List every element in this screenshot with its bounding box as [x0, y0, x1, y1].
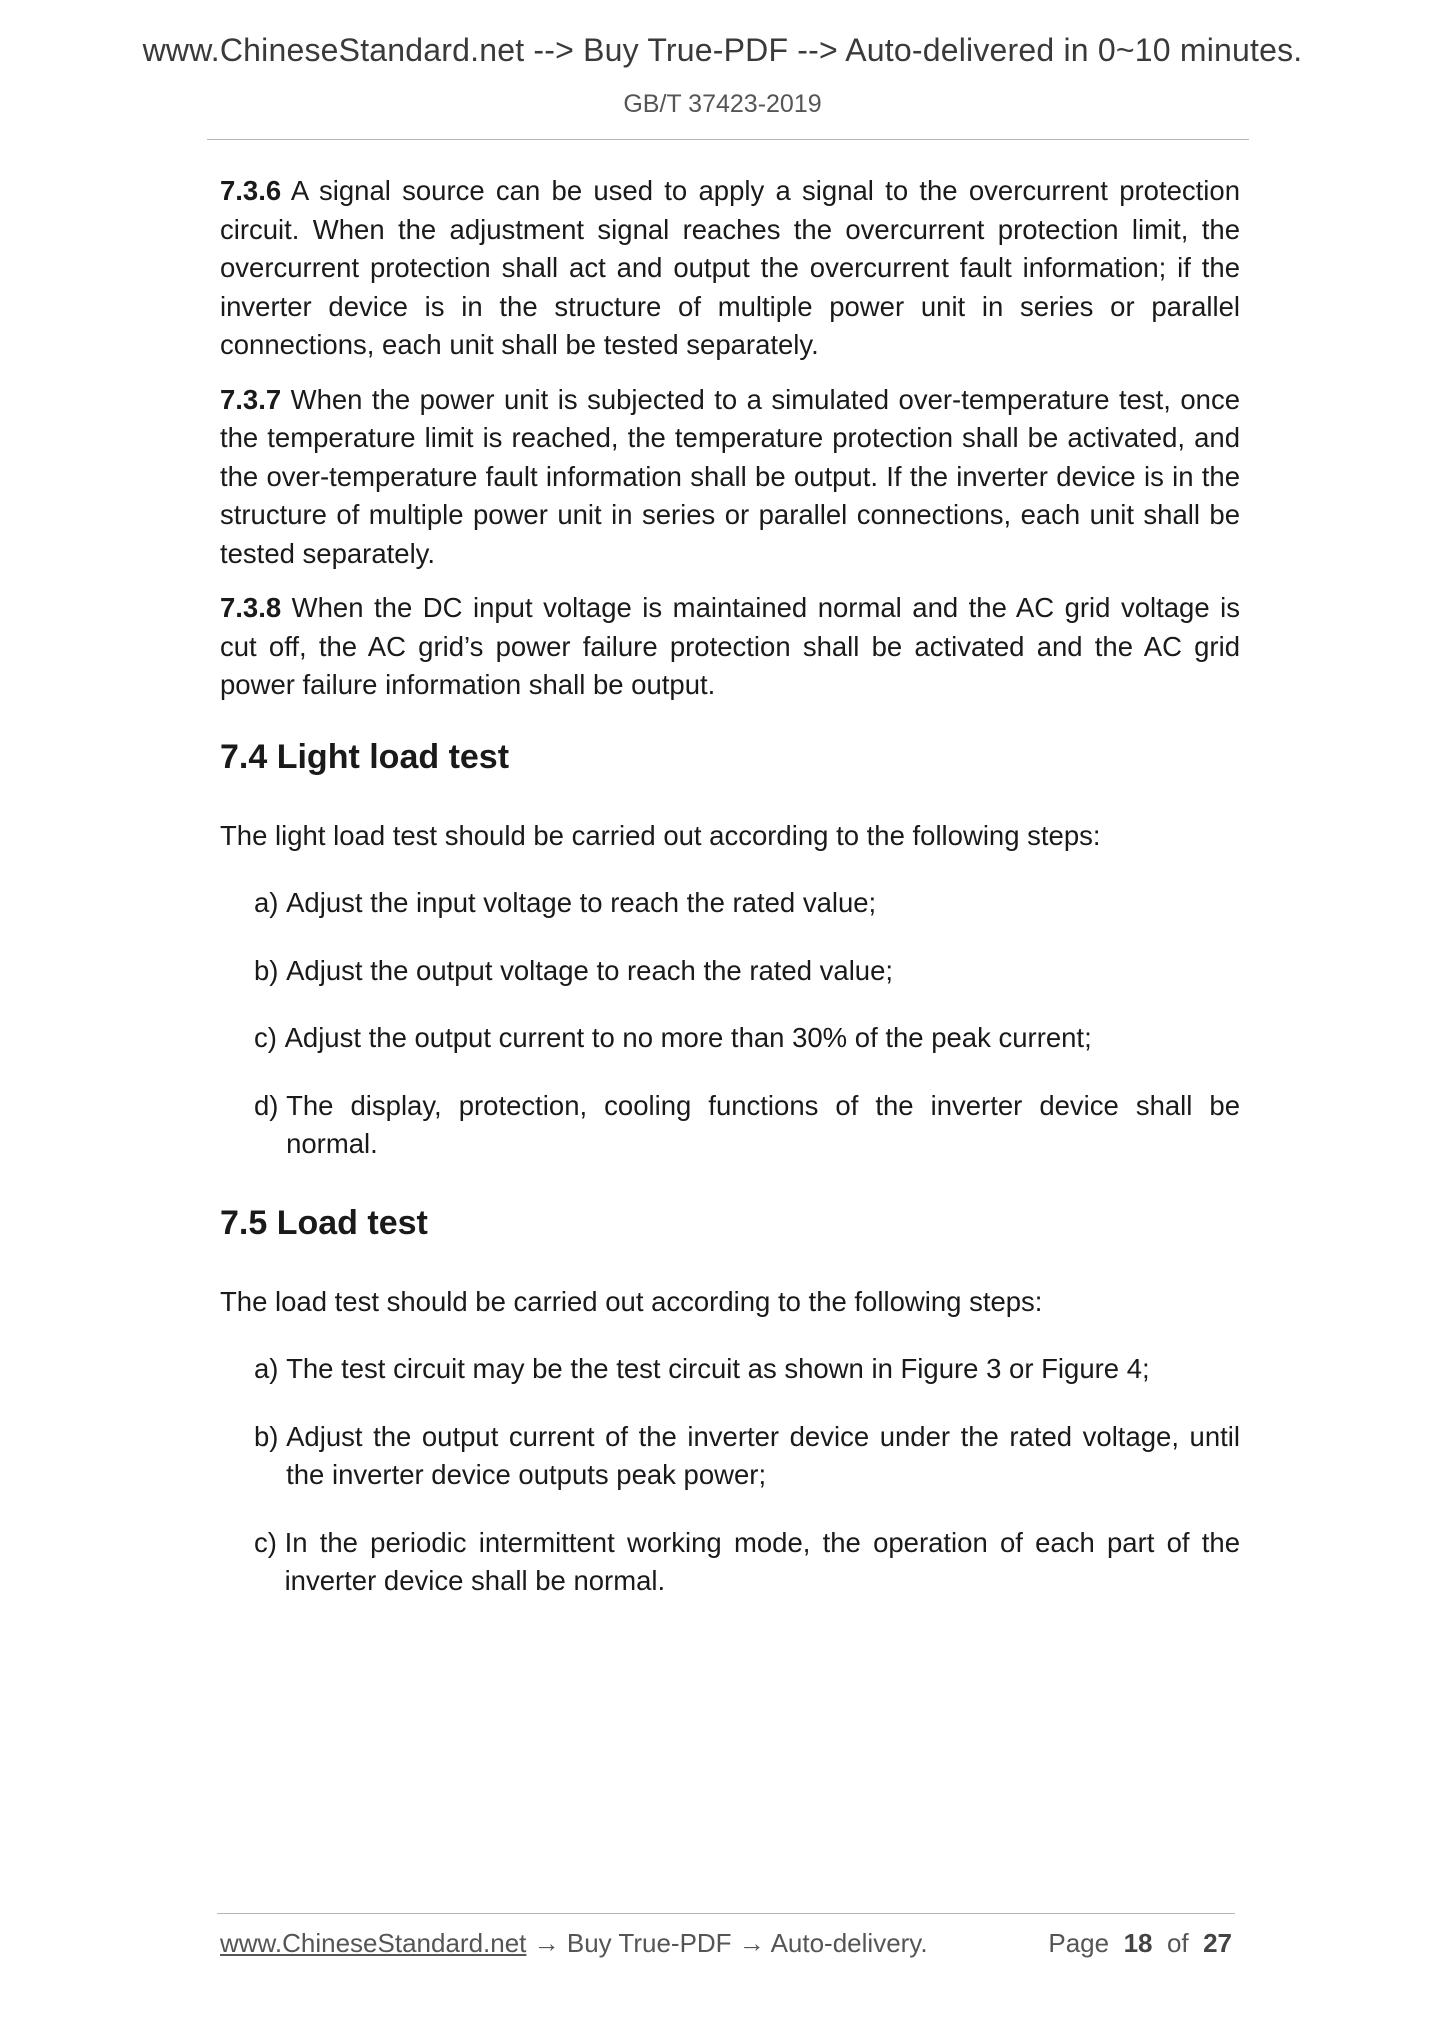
list-item	[220, 1019, 1240, 1058]
clause-7-3-6	[220, 172, 1240, 365]
list-item-text: The display, protection, cooling functions of the inverter device shall be normal.	[286, 1089, 1240, 1159]
list-item	[220, 1087, 1240, 1164]
list-item-label: c)	[254, 1022, 285, 1053]
clause-number: 7.3.8	[220, 592, 282, 623]
page-content	[220, 172, 1240, 1601]
list-item-label: c)	[254, 1526, 285, 1558]
list-item-label: b)	[254, 954, 287, 986]
clause-text: When the DC input voltage is maintained normal and the AC grid voltage is cut off, the AC grid’s power failure protection shall be activated and the AC grid power failure information shall be output.	[220, 592, 1240, 700]
list-item-label: a)	[254, 1353, 287, 1384]
clause-text: A signal source can be used to apply a signal to the overcurrent protection circuit. When the adjustment signal reaches the overcurrent protection limit, the overcurrent protection shall act and output the overcurrent fault information; if the inverter device is in the structure of multiple power unit in series or parallel connections, each unit shall be tested separately.	[220, 175, 1240, 360]
footer-site-link[interactable]: www.ChineseStandard.net	[220, 1928, 527, 1958]
clause-7-3-7	[220, 381, 1240, 574]
total-pages: 27	[1203, 1928, 1232, 1958]
clause-7-3-8	[220, 589, 1240, 705]
document-code: GB/T 37423-2019	[623, 90, 822, 118]
list-item-text: Adjust the input voltage to reach the rated value;	[286, 887, 877, 918]
clause-text: When the power unit is subjected to a simulated over-temperature test, once the temperature limit is reached, the temperature protection shall be activated, and the over-temperature fault information shall be output. If the inverter device is in the structure of multiple power unit in series or parallel connections, each unit shall be tested separately.	[220, 383, 1240, 569]
page-word: Page	[1048, 1928, 1110, 1958]
list-item-text: Adjust the output current to no more than 30% of the peak current;	[284, 1022, 1092, 1053]
list-item	[220, 884, 1240, 923]
clause-number: 7.3.7	[220, 383, 282, 415]
section-7-4-intro: The light load test should be carried out according to the following steps:	[220, 819, 1101, 851]
header-divider	[207, 139, 1249, 140]
footer-promo-text: → Buy True-PDF → Auto-delivery.	[526, 1928, 928, 1958]
list-item-text: Adjust the output current of the inverter device under the rated voltage, until the inverter device outputs peak power;	[286, 1420, 1240, 1490]
current-page: 18	[1123, 1928, 1153, 1958]
section-heading-7-5: 7.5 Load test	[220, 1203, 428, 1242]
section-7-5-intro: The load test should be carried out according to the following steps:	[220, 1285, 1043, 1317]
footer-divider	[217, 1913, 1235, 1914]
list-item-label: a)	[254, 887, 287, 918]
footer-promo	[220, 1928, 928, 1959]
list-item-text: In the periodic intermittent working mode, the operation of each part of the inverter device shall be normal.	[284, 1526, 1240, 1596]
clause-number: 7.3.6	[220, 175, 282, 206]
page-number	[1048, 1928, 1232, 1959]
list-item	[220, 1350, 1240, 1389]
list-item-text: Adjust the output voltage to reach the rated value;	[286, 954, 894, 986]
list-item	[220, 1524, 1240, 1601]
list-item-label: b)	[254, 1420, 287, 1452]
top-banner: www.ChineseStandard.net --> Buy True-PDF --> Auto-delivered in 0~10 minutes.	[142, 32, 1303, 68]
list-item-text: The test circuit may be the test circuit as shown in Figure 3 or Figure 4;	[286, 1353, 1150, 1384]
list-item-label: d)	[254, 1089, 287, 1121]
section-heading-7-4: 7.4 Light load test	[220, 737, 510, 776]
page-footer	[220, 1928, 1232, 1968]
of-word: of	[1166, 1928, 1189, 1958]
list-item	[220, 1418, 1240, 1495]
list-item	[220, 952, 1240, 991]
